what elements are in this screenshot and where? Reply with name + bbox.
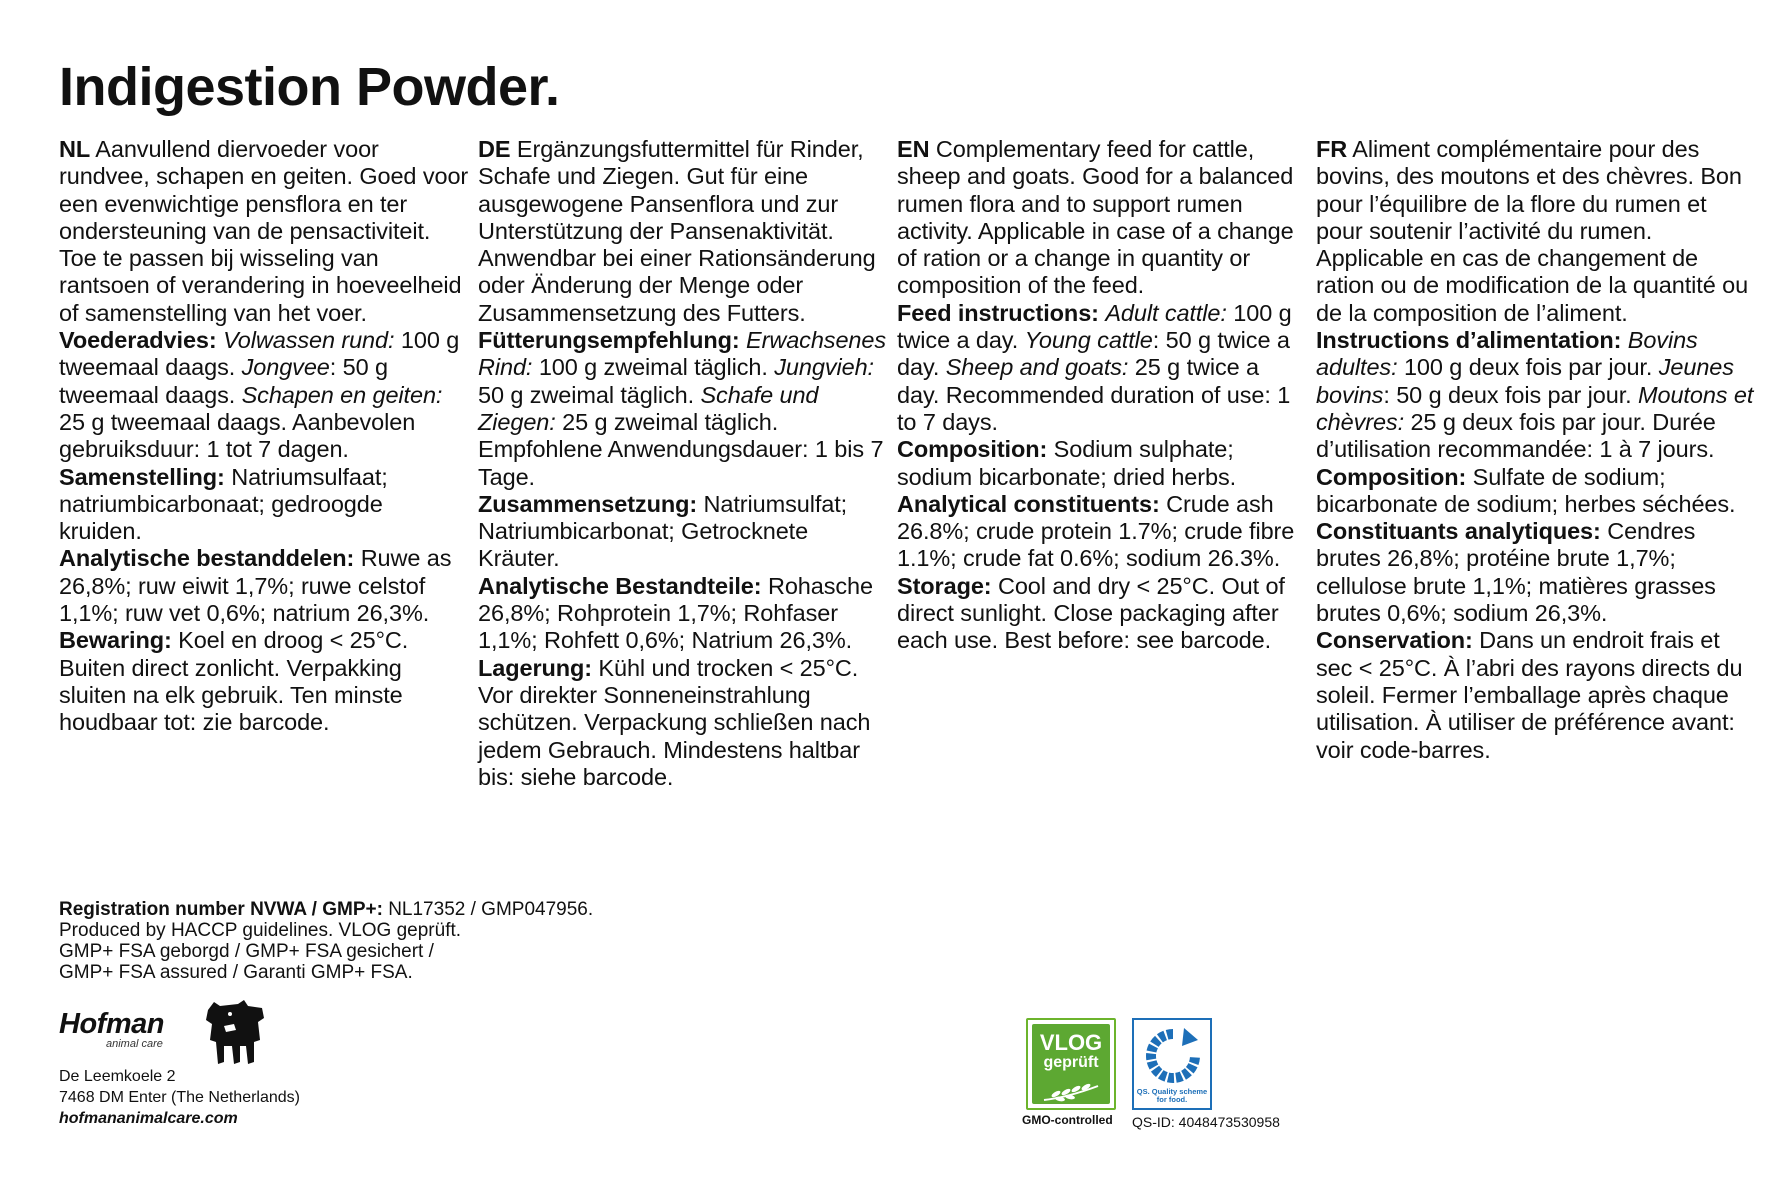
hofman-logo	[59, 1000, 259, 1070]
lang-code-en: EN	[897, 136, 930, 162]
composition-nl: Samenstelling: Natriumsulfaat; natriumbicarbonaat; gedroogde kruiden.	[59, 463, 388, 545]
feed-instructions-de: Fütterungsempfehlung: Erwachsenes Rind: 100 g zweimal täglich. Jungvieh: 50 g zweimal täglich. Schafe und Ziegen: 25 g zweimal täglich. Empfohlene Anwendungsdauer: 1 bis 7 Tage.	[478, 327, 887, 490]
vlog-badge	[1026, 1018, 1116, 1110]
vlog-subtitle: geprüft	[1043, 1054, 1099, 1071]
qs-arrow-icon	[1144, 1026, 1202, 1086]
lang-code-fr: FR	[1316, 136, 1348, 162]
feed-instructions-en: Feed instructions: Adult cattle: 100 g twice a day. Young cattle: 50 g twice a day. Sheep and goats: 25 g twice a day. Recommended duration of use: 1 to 7 days.	[897, 299, 1292, 435]
address-street: De Leemkoele 2	[59, 1068, 176, 1085]
composition-de: Zusammensetzung: Natriumsulfat; Natriumbicarbonat; Getrocknete Kräuter.	[478, 490, 848, 572]
storage-de: Lagerung: Kühl und trocken < 25°C. Vor direkter Sonneneinstrahlung schützen. Verpackung schließen nach jedem Gebrauch. Mindestens haltbar bis: siehe barcode.	[478, 654, 871, 790]
farm-animals-icon	[204, 1000, 266, 1066]
column-en	[897, 136, 1307, 655]
column-fr	[1316, 136, 1756, 764]
lang-code-de: DE	[478, 136, 511, 162]
storage-fr: Conservation: Dans un endroit frais et sec < 25°C. À l’abri des rayons directs du soleil. Fermer l’emballage après chaque utilisation. À utiliser de préférence avant: voir code-barres.	[1316, 627, 1743, 763]
qs-caption: QS. Quality scheme for food.	[1136, 1087, 1208, 1104]
address-city: 7468 DM Enter (The Netherlands)	[59, 1089, 300, 1106]
feed-instructions-fr: Instructions d’alimentation: Bovins adultes: 100 g deux fois par jour. Jeunes bovins: 50 g deux fois par jour. Moutons et chèvres: 25 g deux fois par jour. Durée d’utilisation recommandée: 1 à 7 jours.	[1316, 327, 1754, 463]
page-title: Indigestion Powder.	[59, 57, 560, 117]
wheat-icon	[1042, 1082, 1100, 1102]
brand-subtitle: animal care	[106, 1038, 163, 1050]
storage-nl: Bewaring: Koel en droog < 25°C. Buiten direct zonlicht. Verpakking sluiten na elk gebruik. Ten minste houdbaar tot: zie barcode.	[59, 627, 409, 736]
analytical-nl: Analytische bestanddelen: Ruwe as 26,8%; ruw eiwit 1,7%; ruwe celstof 1,1%; ruw vet 0,6%; natrium 26,3%.	[59, 545, 452, 627]
haccp-line: Produced by HACCP guidelines. VLOG geprüft.	[59, 920, 462, 941]
gmp-line-1: GMP+ FSA geborgd / GMP+ FSA gesichert /	[59, 941, 434, 962]
lang-code-nl: NL	[59, 136, 91, 162]
column-de	[478, 136, 888, 791]
vlog-badge-inner	[1032, 1024, 1110, 1104]
intro-nl: NL Aanvullend diervoeder voor rundvee, schapen en geiten. Goed voor een evenwichtige pensflora en ter ondersteuning van de pensactiviteit. Toe te passen bij wisseling van rantsoen of verandering in hoeveelheid of samenstelling van het voer.	[59, 136, 469, 326]
feed-instructions-nl: Voederadvies: Volwassen rund: 100 g tweemaal daags. Jongvee: 50 g tweemaal daags. Schapen en geiten: 25 g tweemaal daags. Aanbevolen gebruiksduur: 1 tot 7 dagen.	[59, 327, 460, 463]
intro-fr: FR Aliment complémentaire pour des bovins, des moutons et des chèvres. Bon pour l’équilibre de la flore du rumen et pour soutenir l’activité du rumen. Applicable en cas de changement de ration ou de modification de la quantité ou de la composition de l’aliment.	[1316, 136, 1749, 326]
company-address	[59, 1066, 300, 1129]
analytical-fr: Constituants analytiques: Cendres brutes 26,8%; protéine brute 1,7%; cellulose brute 1,1%; matières grasses brutes 0,6%; sodium 26,3%.	[1316, 518, 1716, 627]
column-nl	[59, 136, 469, 737]
registration-info	[59, 899, 859, 983]
vlog-title: VLOG	[1039, 1030, 1103, 1055]
gmo-controlled-label: GMO-controlled	[1022, 1113, 1113, 1127]
analytical-en: Analytical constituents: Crude ash 26.8%; crude protein 1.7%; crude fibre 1.1%; crude fat 0.6%; sodium 26.3%.	[897, 490, 1295, 572]
brand-name: Hofman	[59, 1008, 164, 1040]
composition-fr: Composition: Sulfate de sodium; bicarbonate de sodium; herbes séchées.	[1316, 463, 1736, 517]
analytical-de: Analytische Bestandteile: Rohasche 26,8%; Rohprotein 1,7%; Rohfaser 1,1%; Rohfett 0,6%; Natrium 26,3%.	[478, 572, 873, 654]
qs-id: QS-ID: 4048473530958	[1132, 1114, 1280, 1130]
composition-en: Composition: Sodium sulphate; sodium bicarbonate; dried herbs.	[897, 436, 1237, 490]
intro-de: DE Ergänzungsfuttermittel für Rinder, Schafe und Ziegen. Gut für eine ausgewogene Pansenflora und zur Unterstützung der Pansenaktivität. Anwendbar bei einer Rationsänderung oder Änderung der Menge oder Zusammensetzung des Futters.	[478, 136, 876, 326]
gmp-line-2: GMP+ FSA assured / Garanti GMP+ FSA.	[59, 962, 413, 983]
storage-en: Storage: Cool and dry < 25°C. Out of direct sunlight. Close packaging after each use. Best before: see barcode.	[897, 572, 1285, 654]
intro-en: EN Complementary feed for cattle, sheep and goats. Good for a balanced rumen flora and to support rumen activity. Applicable in case of a change of ration or a change in quantity or composition of the feed.	[897, 136, 1294, 299]
qs-badge	[1132, 1018, 1212, 1110]
registration-number: Registration number NVWA / GMP+: NL17352 / GMP047956.	[59, 899, 594, 920]
website-link[interactable]: hofmananimalcare.com	[59, 1110, 238, 1127]
